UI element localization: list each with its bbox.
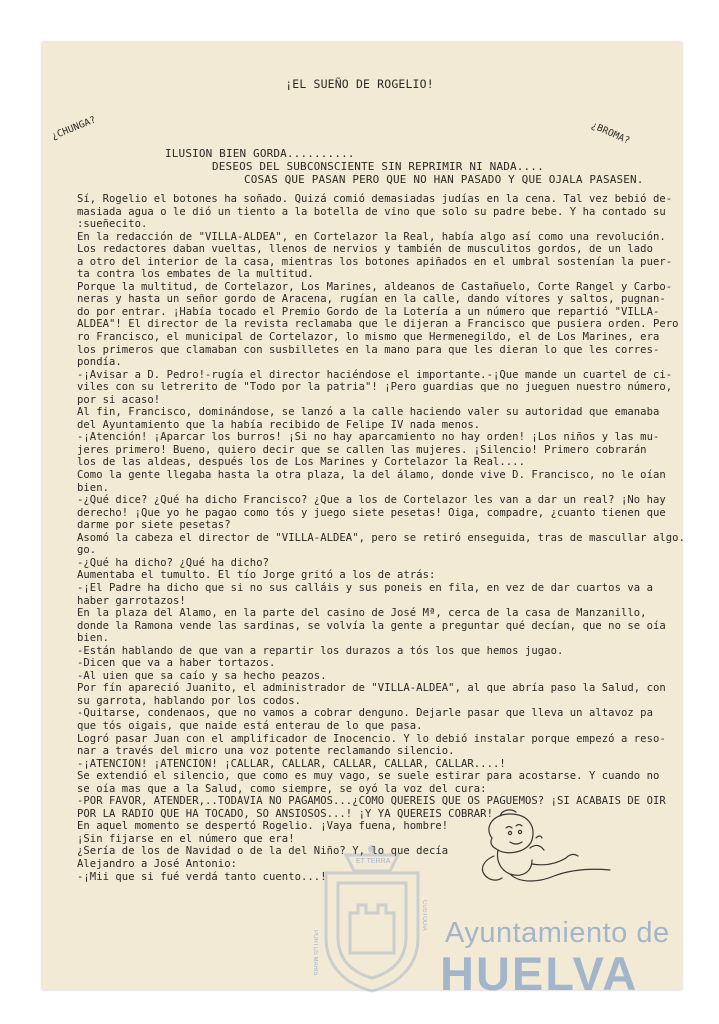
seal-text-top: ET TERRA — [356, 858, 391, 865]
document-title: ¡EL SUEÑO DE ROGELIO! — [285, 77, 434, 91]
story-line: Al fin, Francisco, dominándose, se lanzó a la calle haciendo valer su autoridad que emanaba — [77, 406, 660, 419]
story-line: Alejandro a José Antonio: — [77, 857, 237, 870]
subtitle-line-1: ILUSION BIEN GORDA.......... — [165, 147, 355, 160]
story-line: Asomó la cabeza el director de "VILLA-ALDEA", pero se retiró enseguida, tras de mascullar algo. — [77, 531, 685, 544]
story-line: -¡Atención! ¡Aparcar los burros! ¡Si no hay aparcamiento no hay orden! ¡Los niños y las mu- — [77, 431, 660, 444]
story-line: En la plaza del Alamo, en la parte del casino de José Mª, cerca de la casa de Manzanillo, — [77, 607, 647, 620]
huelva-coat-of-arms-watermark — [316, 843, 428, 993]
story-line: -Están hablando de que van a repartir los durazos a tós los que hemos jugao. — [77, 644, 564, 657]
story-line: viles con su letrerito de "Todo por la patria"! ¡Pero guardias que no jueguen nuestro número, — [77, 381, 673, 394]
story-line: a otro del interior de la casa, mientras los botones apiñados en el umbral sostenían la puer- — [77, 255, 673, 268]
watermark-line-1: Ayuntamiento de — [445, 917, 670, 949]
story-line: neras y hasta un señor gordo de Aracena, rugían en la calle, dando vítores y saltos, pugnan- — [77, 293, 666, 306]
story-line: do por entrar. ¡Había tocado el Premio Gordo de la Lotería a un número que repartió "VILLA- — [77, 305, 660, 318]
story-line: Logró pasar Juan con el amplificador de Inocencio. Y lo debió instalar porque empezó a reso- — [77, 732, 666, 745]
story-line: nar a través del micro una voz potente reclamando silencio. — [77, 745, 455, 758]
story-line: -¡ATENCION! ¡ATENCION! ¡CALLAR, CALLAR, CALLAR, CALLAR, CALLAR....! — [77, 757, 506, 770]
story-line: -Quitarse, condenaos, que no vamos a cobrar denguno. Dejarle pasar que lleva un altavoz pa — [77, 707, 653, 720]
story-line: darme por siete pesetas? — [77, 519, 231, 532]
seal-text-left: PORTUS MARIS — [312, 930, 318, 976]
story-line: Se extendió el silencio, que como es muy vago, se suele estirar para acostarse. Y cuando no — [77, 770, 660, 783]
story-line: del Ayuntamiento que la había recibido de Felipe IV nada menos. — [77, 418, 481, 431]
story-line: -POR FAVOR, ATENDER,..TODAVIA NO PAGAMOS...¿COMO QUEREIS QUE OS PAGUEMOS? ¡SI ACABAIS DE OIR — [77, 795, 666, 808]
story-line: los de las aldeas, después los de Los Marines y Cortelazor la Real.... — [77, 456, 525, 469]
story-line: bien. — [77, 632, 109, 645]
story-line: go. — [77, 544, 97, 557]
seal-text-right: CUSTODIA — [421, 900, 427, 931]
corner-note-right: ¿BROMA? — [589, 120, 632, 147]
story-line: haber garrotazos! — [77, 594, 186, 607]
story-line: ALDEA"! El director de la revista reclamaba que le dijeran a Francisco que pusiera orden. Pero — [77, 318, 679, 331]
story-line: jeres primero! Bueno, quiero decir que se callen las mujeres. ¡Silencio! Primero cobrarán — [77, 443, 647, 456]
story-line: En aquel momento se despertó Rogelio. ¡Vaya fuena, hombre! — [77, 820, 449, 833]
story-line: Sí, Rogelio el botones ha soñado. Quizá comió demasiadas judías en la cena. Tal vez bebió de- — [77, 193, 673, 205]
story-line: -¿Qué ha dicho? ¿Qué ha dicho? — [77, 556, 269, 569]
corner-note-left: ¿CHUNGA? — [50, 114, 98, 143]
story-body — [77, 193, 685, 883]
story-line: -¿Qué dice? ¿Qué ha dicho Francisco? ¿Que a los de Cortelazor les van a dar un real? ¡No hay — [77, 494, 666, 507]
story-line: Porque la multitud, de Cortelazor, Los Marines, aldeanos de Castañuelo, Corte Rangel y Carbo- — [77, 280, 673, 293]
cartoon-sketch-illustration — [470, 808, 620, 898]
story-line: ¿Sería de los de Navidad o de la del Niño? Y, lo que decía — [77, 845, 449, 858]
story-line: Como la gente llegaba hasta la otra plaza, la del álamo, donde vive D. Francisco, no le oían — [77, 469, 666, 482]
story-line: derecho! ¡Que yo he pagao como tós y juego siete pesetas! Oiga, compadre, ¿cuanto tienen que — [77, 506, 666, 519]
story-line: los primeros que clamaban con susbilletes en la mano para que les dieran lo que les corres- — [77, 343, 660, 356]
subtitle-line-3: COSAS QUE PASAN PERO QUE NO HAN PASADO Y QUE OJALA PASASEN. — [244, 173, 644, 186]
story-line: -Al uien que sa caío y sa hecho peazos. — [77, 669, 327, 682]
story-line: ro Francisco, el municipal de Cortelazor, lo mismo que Hermenegildo, el de Los Marines, era — [77, 331, 660, 344]
story-line: En la redacción de "VILLA-ALDEA", en Cortelazor la Real, había algo así como una revolución. — [77, 230, 666, 243]
story-line: pondía. — [77, 356, 122, 369]
watermark-line-2: HUELVA — [440, 947, 639, 1000]
story-line: Aumentaba el tumulto. El tío Jorge gritó a los de atrás: — [77, 569, 436, 582]
story-line: ¡Sin fijarse en el número que era! — [77, 832, 295, 845]
story-line: :sueñecito. — [77, 218, 148, 231]
story-line: masiada agua o le dió un tiento a la botella de vino que solo su padre bebe. Y ha contado su — [77, 205, 666, 218]
story-line: POR LA RADIO QUE HA TOCADO, SO ANSIOSOS...! ¡Y YA QUEREIS COBRAR! — [77, 807, 493, 820]
story-line: -¡Mii que si fué verdá tanto cuento...! — [77, 870, 327, 883]
story-line: su garrota, hablando por los codos. — [77, 694, 301, 707]
story-line: por si acaso! — [77, 393, 161, 406]
story-line: -¡Avisar a D. Pedro!-rugía el director haciéndose el importante.-¡Que mande un cuartel de ci- — [77, 368, 673, 381]
story-line: se oía mas que a la Salud, como siempre, se oyó la voz del cura: — [77, 782, 487, 795]
story-line: ta contra los embates de la multitud. — [77, 268, 314, 281]
story-line: que tós oigais, que naide está enterau de lo que pasa. — [77, 719, 423, 732]
story-line: Los redactores daban vueltas, llenos de nervios y también de musculitos gordos, de un lado — [77, 243, 653, 256]
story-line: bien. — [77, 481, 109, 494]
story-line: -¡El Padre ha dicho que si no sus calláis y sus poneis en fila, en vez de dar cuartos va a — [77, 581, 653, 594]
subtitle-line-2: DESEOS DEL SUBCONSCIENTE SIN REPRIMIR NI NADA.... — [212, 160, 544, 173]
story-line: Por fín apareció Juanito, el administrador de "VILLA-ALDEA", al que abría paso la Salud, con — [77, 682, 666, 695]
story-line: -Dicen que va a haber tortazos. — [77, 657, 276, 670]
story-line: donde la Ramona vende las sardinas, se volvía la gente a preguntar qué decían, que no se oía — [77, 619, 666, 632]
